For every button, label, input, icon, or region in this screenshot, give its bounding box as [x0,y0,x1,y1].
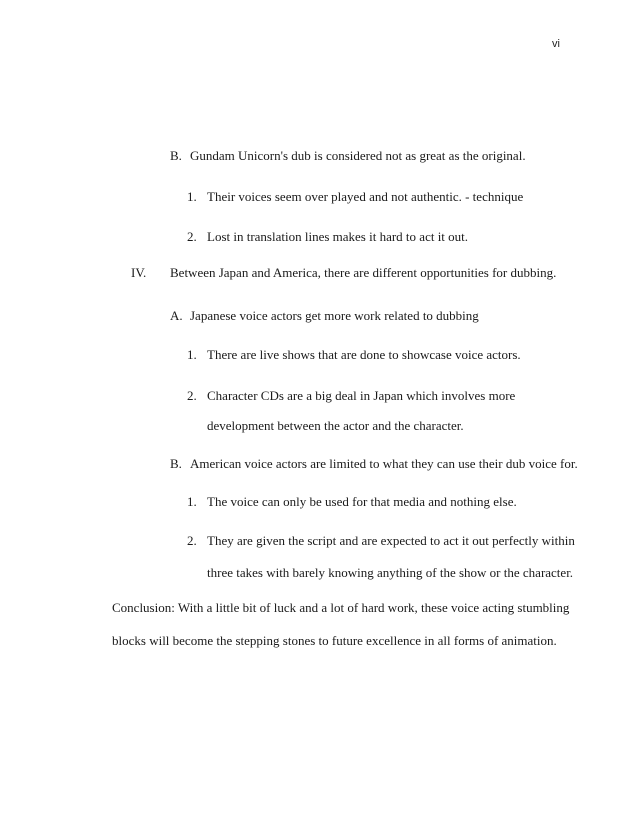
outline-marker: 2. [187,533,197,548]
outline-item-text: Character CDs are a big deal in Japan which involves more [207,388,516,403]
conclusion-line: blocks will become the stepping stones to future excellence in all forms of animation. [112,633,557,648]
outline-marker: 2. [187,229,197,244]
outline-item-text: They are given the script and are expected to act it out perfectly within [207,533,575,548]
conclusion-line: Conclusion: With a little bit of luck and a lot of hard work, these voice acting stumbling [112,600,570,615]
outline-item-text: Japanese voice actors get more work related to dubbing [190,308,479,323]
outline-item-text: American voice actors are limited to what they can use their dub voice for. [190,456,578,471]
outline-marker: 1. [187,347,197,362]
outline-item-text: Between Japan and America, there are different opportunities for dubbing. [170,265,557,280]
outline-marker: A. [170,308,183,323]
outline-item-text: Lost in translation lines makes it hard to act it out. [207,229,469,244]
outline-item-continuation: three takes with barely knowing anything of the show or the character. [207,565,574,580]
outline-item-text: Their voices seem over played and not authentic. - technique [207,189,524,204]
outline-marker: B. [170,456,182,471]
outline-marker: B. [170,148,182,163]
outline-marker: 1. [187,494,197,509]
outline-marker: IV. [131,265,147,280]
outline-item-text: Gundam Unicorn's dub is considered not as great as the original. [190,148,526,163]
outline-item-continuation: development between the actor and the character. [207,418,464,433]
outline-item-text: The voice can only be used for that media and nothing else. [207,494,517,509]
outline-item-text: There are live shows that are done to showcase voice actors. [207,347,521,362]
outline-marker: 2. [187,388,197,403]
page-number: vi [552,38,560,50]
outline-marker: 1. [187,189,197,204]
